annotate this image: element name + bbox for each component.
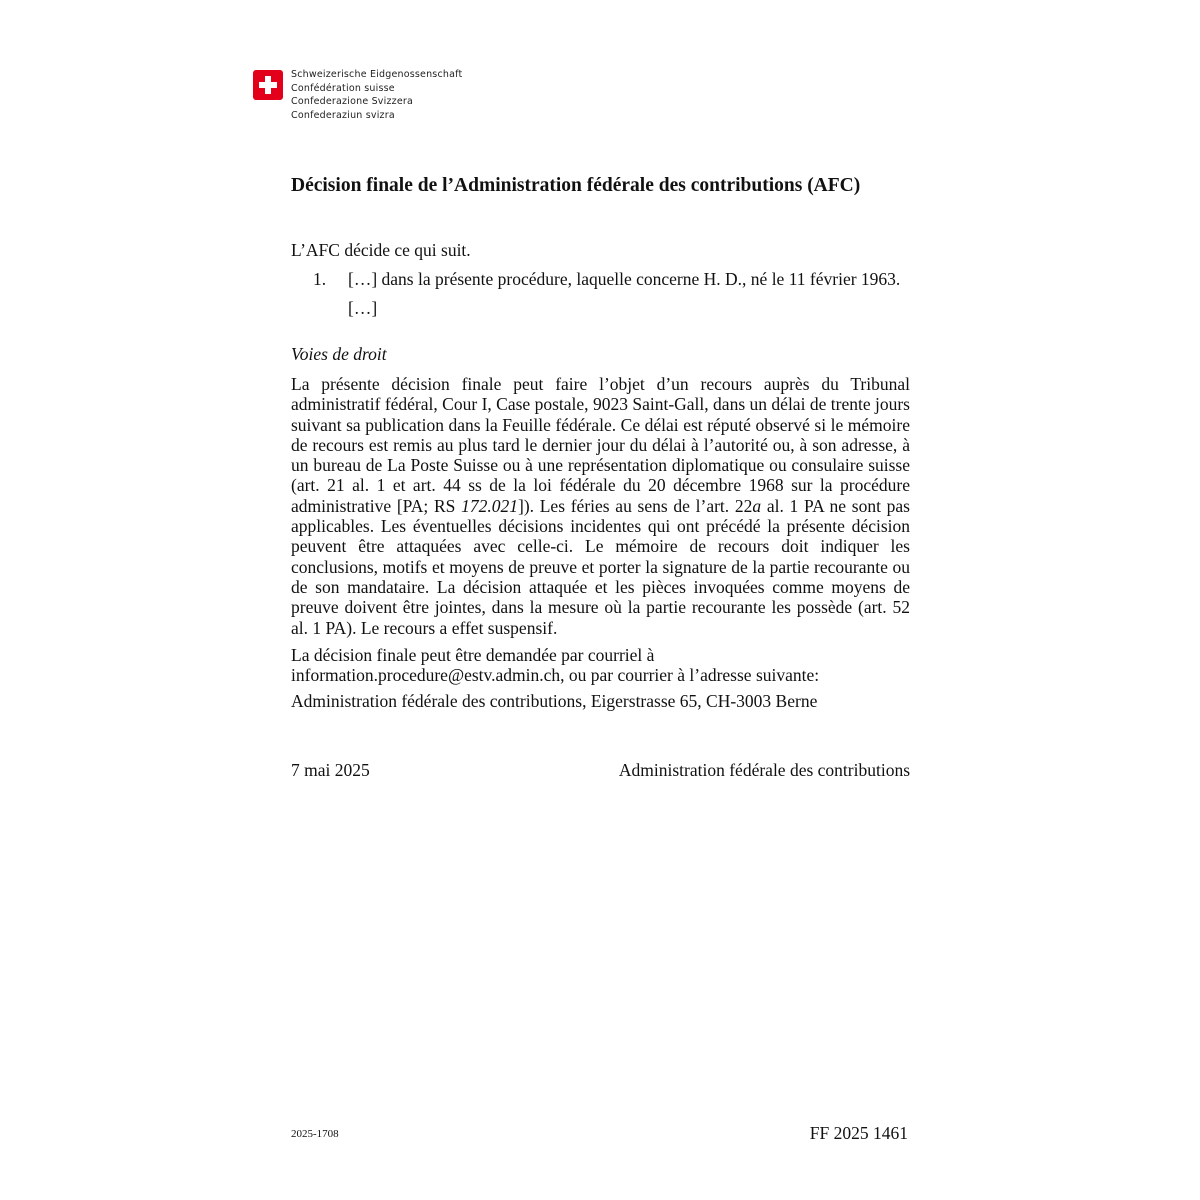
postal-address: Administration fédérale des contributions, Eigerstrasse 65, CH-3003 Berne	[291, 691, 818, 711]
omission-marker: […]	[348, 298, 378, 318]
rs-number: 172.021	[461, 495, 518, 516]
request-line-1: La décision finale peut être demandée par courriel à	[291, 645, 655, 665]
intro-text: L’AFC décide ce qui suit.	[291, 240, 471, 260]
document-title: Décision finale de l’Administration fédérale des contributions (AFC)	[291, 175, 861, 196]
confederation-name-fr: Confédération suisse	[291, 82, 395, 94]
swiss-cross-icon	[253, 70, 283, 100]
paragraph-part: ]). Les féries au sens de l’art. 22	[518, 495, 753, 516]
confederation-name-it: Confederazione Svizzera	[291, 96, 414, 107]
paragraph-part: al. 1 PA ne sont pas applicables. Les éventuelles décisions incidentes qui ont précédé la présente décision peuvent être attaquées avec celle-ci. Le mémoire de recours doit indiquer les conclusions, motifs et moyens de preuve et porter la signature de la partie recourante ou de son mandataire. La décision attaquée et les pièces invoquées comme moyens de preuve doivent être jointes, dans la mesure où la partie recourante les possède (art. 52 al. 1 PA). Le recours a effet suspensif.	[291, 495, 910, 638]
letterhead	[253, 68, 462, 122]
paragraph-part: La présente décision finale peut faire l’objet d’un recours auprès du Tribunal administratif fédéral, Cour I, Case postale, 9023 Saint-Gall, dans un délai de trente jours suivant sa publication dans la Feuille fédérale. Ce délai est réputé observé si le mémoire de recours est remis au plus tard le dernier jour du délai à l’autorité ou, à son adresse, à un bureau de La Poste Suisse ou à une représentation diplomatique ou consulaire suisse (art. 21 al. 1 et art. 44 ss de la loi fédérale du 20 décembre 1968 sur la procédure administrative [PA; RS	[291, 374, 910, 516]
article-letter: a	[752, 495, 762, 516]
footer-ff-number: FF 2025 1461	[809, 1123, 908, 1143]
footer-reference: 2025-1708	[291, 1128, 339, 1140]
confederation-name-rm: Confederaziun svizra	[291, 109, 395, 121]
section-title: Voies de droit	[291, 344, 387, 364]
decision-date: 7 mai 2025	[291, 760, 370, 780]
item-text: […] dans la présente procédure, laquelle concerne H. D., né le 11 février 1963.	[348, 269, 901, 289]
legal-remedies-paragraph	[291, 374, 910, 638]
decision-item	[313, 269, 900, 289]
issuing-authority: Administration fédérale des contributions	[618, 760, 910, 780]
request-paragraph	[291, 645, 910, 686]
confederation-name-de: Schweizerische Eidgenossenschaft	[291, 69, 463, 80]
request-line-2: information.procedure@estv.admin.ch, ou par courrier à l’adresse suivante:	[291, 665, 820, 686]
confederation-names	[291, 68, 462, 122]
item-number: 1.	[313, 269, 327, 289]
